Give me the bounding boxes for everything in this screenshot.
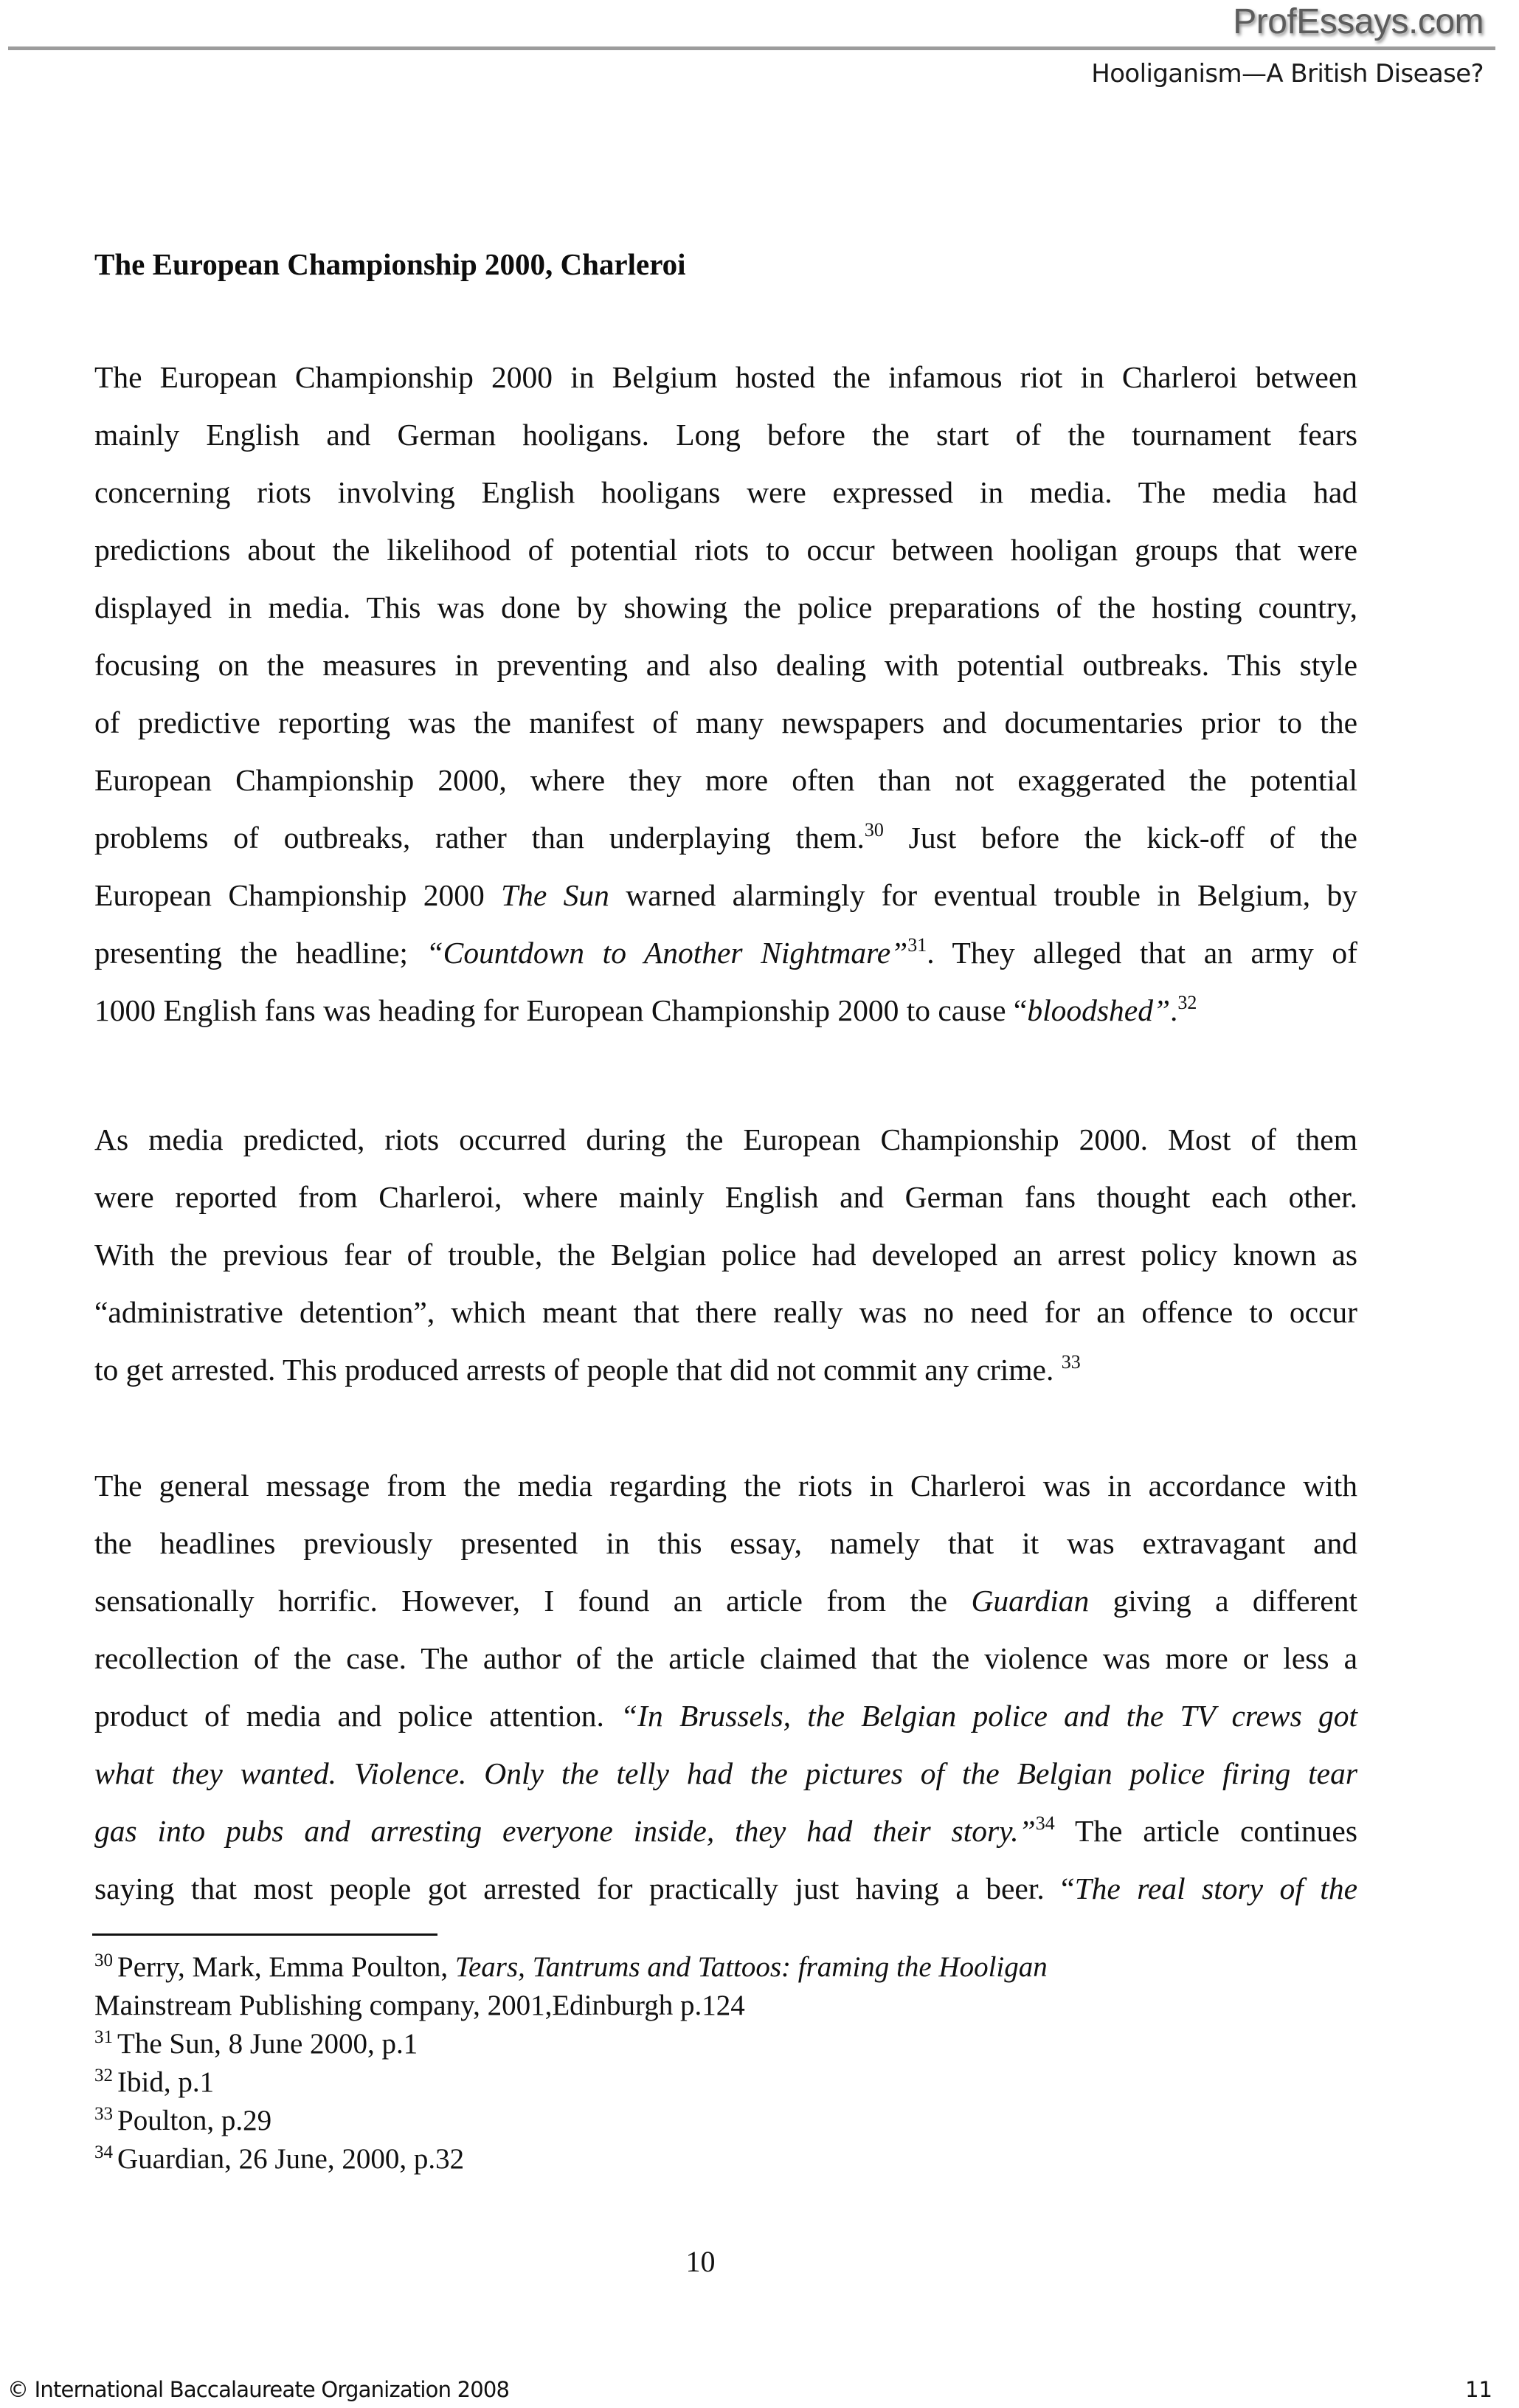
text-run: product of media and police attention. — [94, 1699, 621, 1733]
italic-text: Tears, Tantrums and Tattoos: framing the Hooligan — [454, 1951, 1048, 1983]
italic-text: bloodshed” — [1027, 993, 1171, 1027]
text-run: Ibid, p.1 — [117, 2066, 215, 2098]
footnote-item — [94, 2025, 1048, 2063]
text-run: presenting the headline; — [94, 936, 426, 970]
italic-text: “In Brussels, the Belgian police and the TV crews got — [620, 1699, 1357, 1733]
italic-text: The real story of the — [1074, 1871, 1357, 1905]
text-line — [94, 463, 1357, 521]
text-run: were reported from Charleroi, where mainly English and German fans thought each other. — [94, 1180, 1357, 1214]
text-run: . — [1170, 993, 1178, 1027]
footnote-number: 30 — [94, 1950, 113, 1970]
text-run: The article continues — [1054, 1814, 1357, 1848]
text-line — [94, 521, 1357, 579]
italic-text: The Sun — [501, 878, 609, 912]
text-run: As media predicted, riots occurred during the European Championship 2000. Most of them — [94, 1122, 1357, 1156]
text-line — [94, 348, 1357, 406]
footnote-reference[interactable]: 31 — [907, 934, 927, 956]
text-run: Poulton, p.29 — [117, 2105, 272, 2136]
text-run: the headlines previously presented in this essay, namely that it was extravagant and — [94, 1526, 1357, 1560]
footnote-item — [94, 1987, 1048, 2025]
text-run: The Sun, 8 June 2000, p.1 — [117, 2028, 418, 2060]
footnote-number: 31 — [94, 2027, 113, 2047]
text-run: With the previous fear of trouble, the Belgian police had developed an arrest policy known as — [94, 1238, 1357, 1272]
text-run: “administrative detention”, which meant that there really was no need for an offence to occur — [94, 1295, 1357, 1329]
text-line — [94, 1572, 1357, 1629]
footnote-reference[interactable]: 33 — [1061, 1351, 1081, 1373]
text-run: Just before the kick-off of the — [883, 821, 1357, 855]
text-line — [94, 694, 1357, 751]
text-line — [94, 1457, 1357, 1514]
text-run: focusing on the measures in preventing and also dealing with potential outbreaks. This style — [94, 648, 1357, 682]
footnote-reference[interactable]: 30 — [864, 819, 884, 841]
footnote-number: 32 — [94, 2066, 113, 2086]
text-line — [94, 1111, 1357, 1168]
text-run: 1000 English fans was heading for European Championship 2000 to cause “ — [94, 993, 1028, 1027]
text-run: giving a different — [1089, 1584, 1357, 1618]
text-run: European Championship 2000 — [94, 878, 502, 912]
footnote-separator — [92, 1933, 437, 1936]
text-run: concerning riots involving English hooligans were expressed in media. The media had — [94, 475, 1357, 509]
text-line — [94, 982, 1357, 1039]
footnotes-list — [94, 1948, 1048, 2178]
essay-page-number — [0, 2243, 1519, 2280]
text-run: to get arrested. This produced arrests of people that did not commit any crime. — [94, 1353, 1062, 1387]
text-line — [94, 406, 1357, 463]
essay-page-number-text: 10 — [685, 2245, 716, 2278]
text-run: predictions about the likelihood of potential riots to occur between hooligan groups that were — [94, 533, 1357, 567]
footer-page-number: 11 — [1465, 2377, 1492, 2402]
text-run: sensationally horrific. However, I found an article from the — [94, 1584, 972, 1618]
text-run: Mainstream Publishing company, 2001,Edinburgh p.124 — [94, 1990, 745, 2021]
text-run: The European Championship 2000 in Belgium hosted the infamous riot in Charleroi between — [94, 360, 1357, 394]
footnote-item — [94, 2140, 1048, 2178]
text-line — [94, 751, 1357, 809]
paragraph-3 — [94, 1457, 1357, 1917]
text-line — [94, 1168, 1357, 1226]
text-line — [94, 1283, 1357, 1341]
italic-text: “Countdown to Another Nightmare” — [426, 936, 908, 970]
footnote-item — [94, 2063, 1048, 2102]
text-line — [94, 1226, 1357, 1283]
paragraph-2 — [94, 1111, 1357, 1398]
footnote-item — [94, 1948, 1048, 1987]
paragraph-1 — [94, 348, 1357, 1039]
text-line — [94, 636, 1357, 694]
text-line — [94, 1514, 1357, 1572]
text-run: European Championship 2000, where they more often than not exaggerated the potential — [94, 763, 1357, 797]
text-line — [94, 1860, 1357, 1917]
section-heading: The European Championship 2000, Charleroi — [94, 247, 686, 281]
running-header-title: Hooliganism—A British Disease? — [1091, 59, 1484, 89]
footnote-item — [94, 2102, 1048, 2140]
text-line — [94, 1629, 1357, 1687]
text-line — [94, 1687, 1357, 1745]
text-run: of predictive reporting was the manifest of many newspapers and documentaries prior to the — [94, 706, 1357, 739]
text-line — [94, 1802, 1357, 1860]
text-run: displayed in media. This was done by showing the police preparations of the hosting country, — [94, 590, 1357, 624]
text-run: The general message from the media regarding the riots in Charleroi was in accordance with — [94, 1469, 1357, 1503]
text-run: Guardian, 26 June, 2000, p.32 — [117, 2143, 465, 2175]
text-run: warned alarmingly for eventual trouble in Belgium, by — [609, 878, 1358, 912]
italic-text: what they wanted. Violence. Only the telly had the pictures of the Belgian police firing tear — [94, 1756, 1357, 1790]
text-line — [94, 579, 1357, 636]
text-run: Perry, Mark, Emma Poulton, — [117, 1951, 455, 1983]
text-line — [94, 1341, 1357, 1398]
text-run: problems of outbreaks, rather than underplaying them. — [94, 821, 865, 855]
text-run: . They alleged that an army of — [927, 936, 1357, 970]
footnote-number: 33 — [94, 2104, 113, 2124]
text-line — [94, 809, 1357, 866]
footer-copyright: © International Baccalaureate Organization 2008 — [7, 2377, 510, 2402]
header-divider — [8, 46, 1495, 50]
footnote-reference[interactable]: 32 — [1177, 992, 1197, 1013]
text-line — [94, 924, 1357, 982]
footnote-number: 34 — [94, 2142, 113, 2162]
text-line — [94, 866, 1357, 924]
text-run: recollection of the case. The author of the article claimed that the violence was more or less a — [94, 1641, 1357, 1675]
text-line — [94, 1745, 1357, 1802]
italic-text: gas into pubs and arresting everyone inside, they had their story.” — [94, 1814, 1036, 1848]
italic-text: Guardian — [971, 1584, 1090, 1618]
site-logo: ProfEssays.com — [1233, 2, 1484, 41]
text-run: saying that most people got arrested for practically just having a beer. “ — [94, 1871, 1075, 1905]
text-run: mainly English and German hooligans. Long before the start of the tournament fears — [94, 418, 1357, 452]
footnote-reference[interactable]: 34 — [1035, 1812, 1055, 1834]
